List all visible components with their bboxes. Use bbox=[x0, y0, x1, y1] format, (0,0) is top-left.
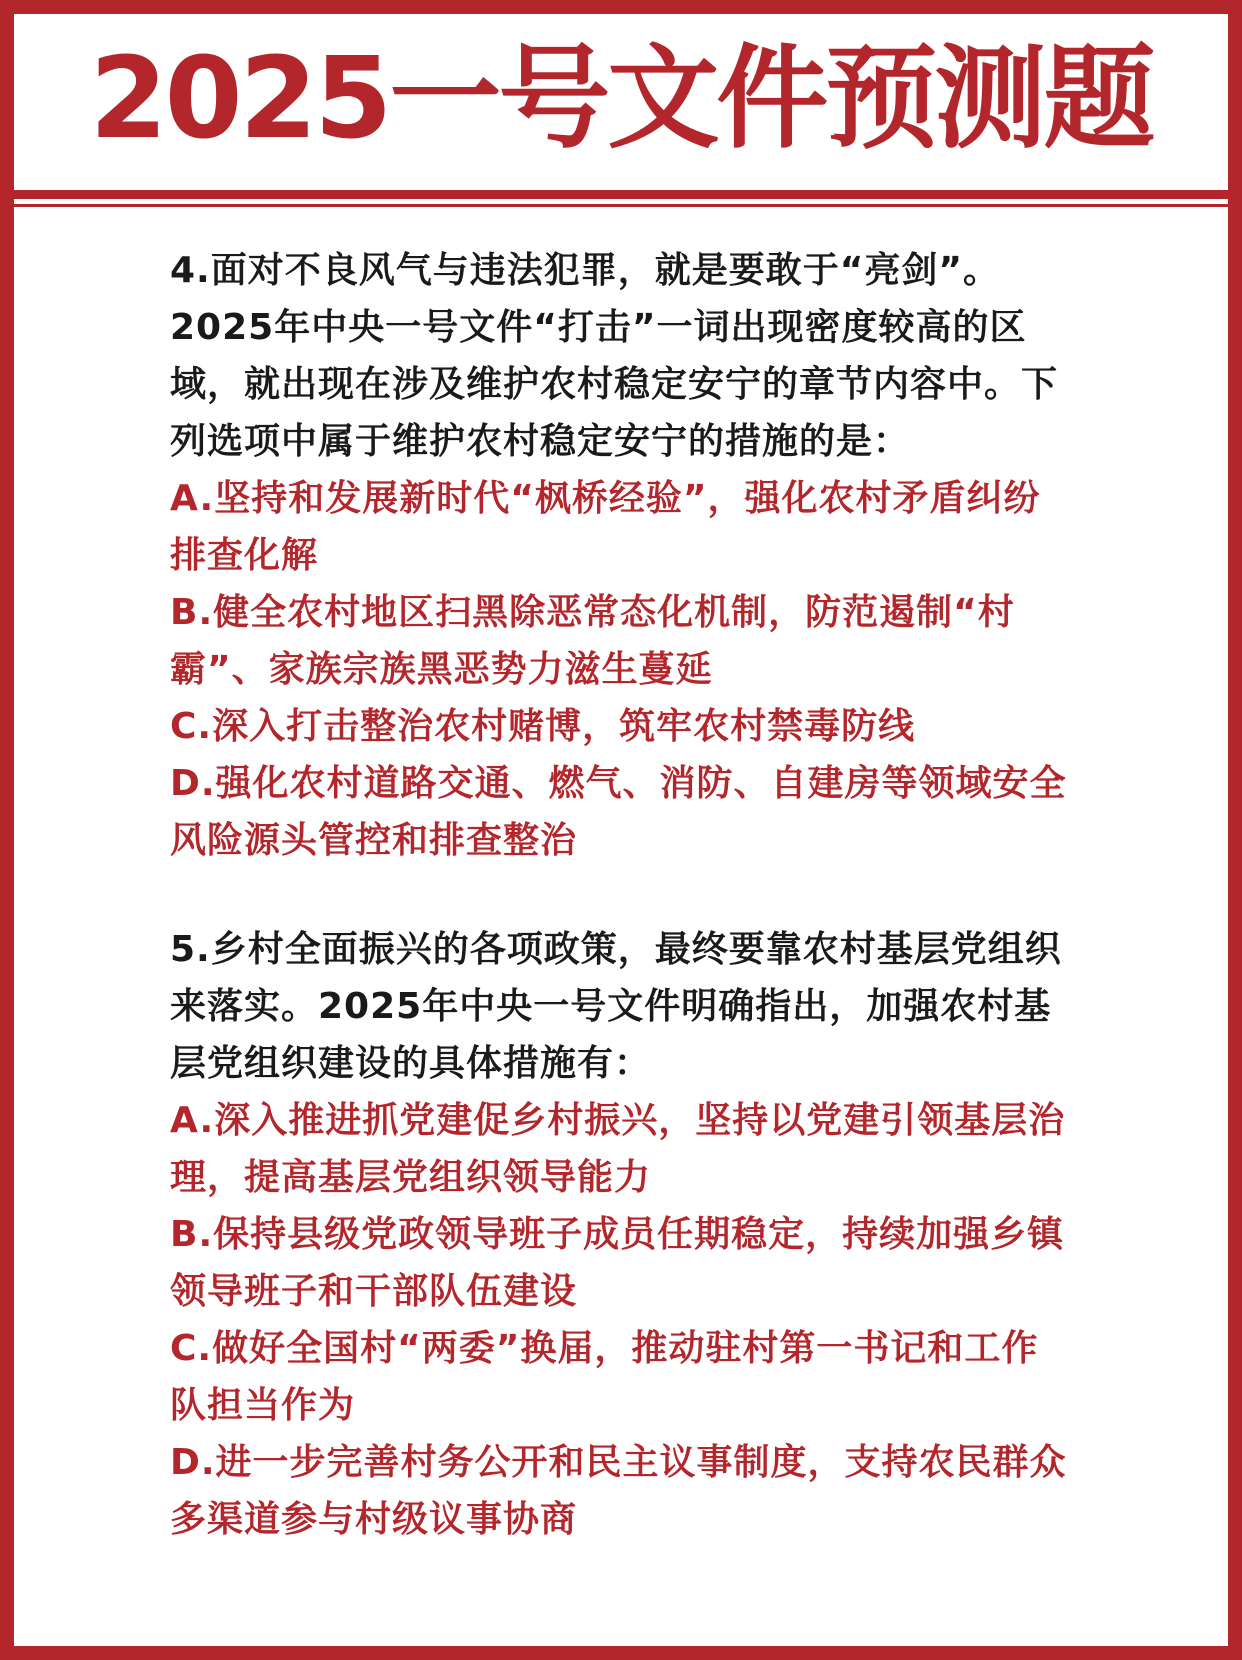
header bbox=[14, 14, 1228, 184]
question-text: 5.乡村全面振兴的各项政策，最终要靠农村基层党组织来落实。2025年中央一号文件明确指出，加强农村基层党组织建设的具体措施有： bbox=[170, 929, 1062, 1084]
option-list bbox=[170, 470, 1070, 869]
option-b: B.健全农村地区扫黑除恶常态化机制，防范遏制“村霸”、家族宗族黑恶势力滋生蔓延 bbox=[170, 592, 1015, 690]
question-5 bbox=[170, 921, 1070, 1548]
option-b: B.保持县级党政领导班子成员任期稳定，持续加强乡镇领导班子和干部队伍建设 bbox=[170, 1214, 1065, 1312]
question-text: 4.面对不良风气与违法犯罪，就是要敢于“亮剑”。2025年中央一号文件“打击”一词出现密度较高的区域，就出现在涉及维护农村稳定安宁的章节内容中。下列选项中属于维护农村稳定安宁的措施的是： bbox=[170, 250, 1059, 462]
option-a: A.坚持和发展新时代“枫桥经验”，强化农村矛盾纠纷排查化解 bbox=[170, 478, 1041, 576]
option-c: C.做好全国村“两委”换届，推动驻村第一书记和工作队担当作为 bbox=[170, 1328, 1039, 1426]
question-4 bbox=[170, 242, 1070, 869]
option-d: D.进一步完善村务公开和民主议事制度，支持农民群众多渠道参与村级议事协商 bbox=[170, 1442, 1067, 1540]
option-d: D.强化农村道路交通、燃气、消防、自建房等领域安全风险源头管控和排查整治 bbox=[170, 763, 1067, 861]
option-c: C.深入打击整治农村赌博，筑牢农村禁毒防线 bbox=[170, 706, 916, 747]
header-divider-thick bbox=[14, 190, 1228, 199]
header-divider-thin bbox=[14, 204, 1228, 207]
page-title: 2025一号文件预测题 bbox=[89, 34, 1153, 164]
page-inner bbox=[14, 14, 1228, 1646]
option-a: A.深入推进抓党建促乡村振兴，坚持以党建引领基层治理，提高基层党组织领导能力 bbox=[170, 1100, 1066, 1198]
question-list bbox=[170, 242, 1070, 1600]
option-list bbox=[170, 1092, 1070, 1548]
